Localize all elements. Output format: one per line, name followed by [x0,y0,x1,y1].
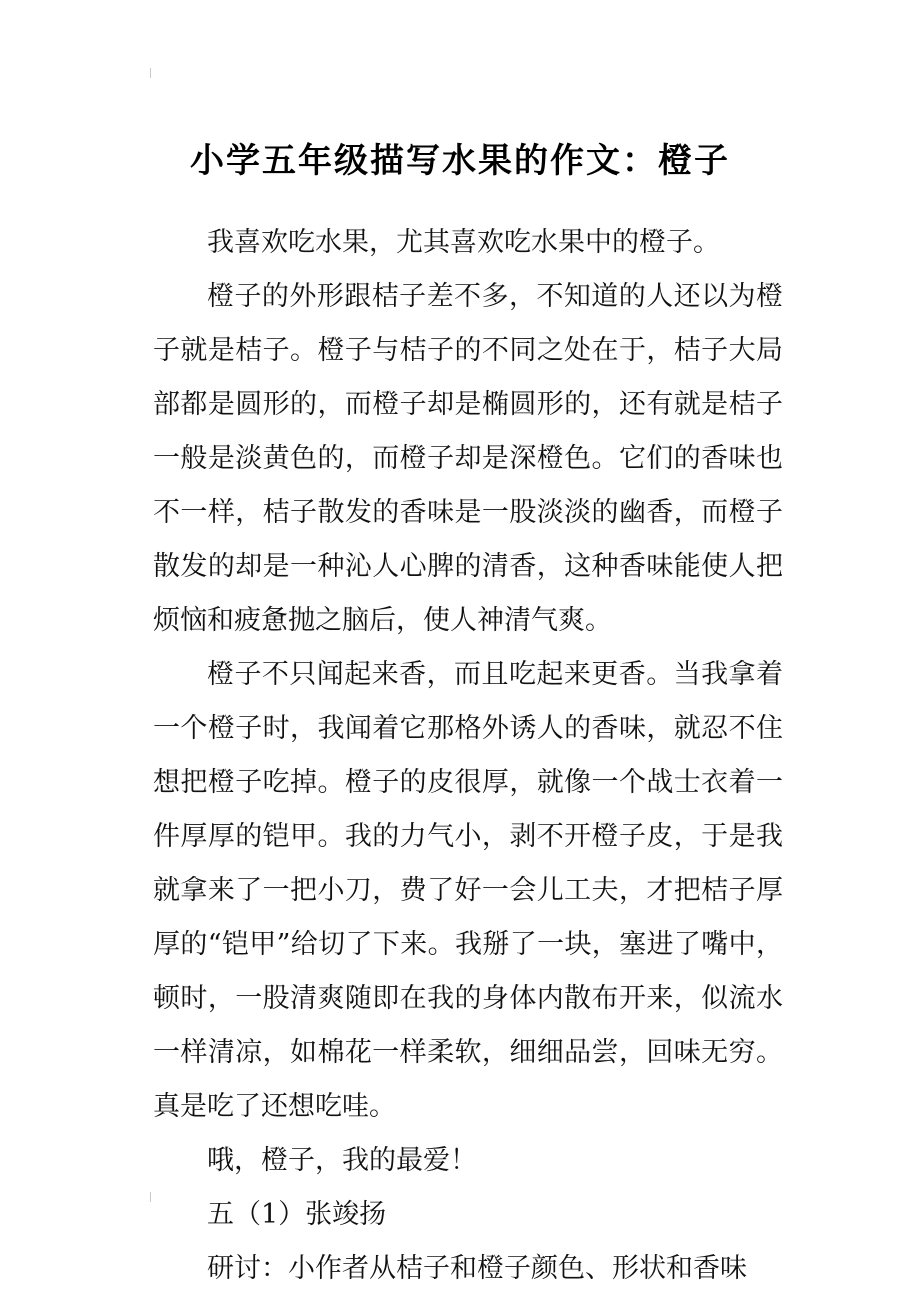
paragraph-intro: 我喜欢吃水果，尤其喜欢吃水果中的橙子。 [207,227,720,258]
corner-mark [150,1192,155,1202]
document-title: 小学五年级描写水果的作文：橙子 [190,140,730,181]
paragraph-conclusion: 哦，橙子，我的最爱！ [207,1145,477,1176]
paragraph-appearance: 橙子的外形跟桔子差不多，不知道的人还以为橙子就是桔子。橙子与桔子的不同之处在于，桔子大局部都是圆形的，而橙子却是椭圆形的，还有就是桔子一般是淡黄色的，而橙子却是深橙色。它们的香味也不一样，桔子散发的香味是一股淡淡的幽香，而橙子散发的却是一种沁人心脾的清香，这种香味能使人把烦恼和疲惫抛之脑后，使人神清气爽。 [153,281,783,636]
paragraph-taste: 橙子不只闻起来香，而且吃起来更香。当我拿着一个橙子时，我闻着它那格外诱人的香味，就忍不住想把橙子吃掉。橙子的皮很厚，就像一个战士衣着一件厚厚的铠甲。我的力气小，剥不开橙子皮，于是我就拿来了一把小刀，费了好一会儿工夫，才把桔子厚厚的“铠甲”给切了下来。我掰了一块，塞进了嘴中，顿时，一股清爽随即在我的身体内散布开来，似流水一样清凉，如棉花一样柔软，细细品尝，回味无穷。真是吃了还想吃哇。 [153,659,783,1122]
commentary-line: 研讨：小作者从桔子和橙子颜色、形状和香味 [207,1253,747,1284]
article-body [153,216,783,1296]
author-line: 五（1）张竣扬 [207,1199,387,1230]
corner-mark [150,68,155,78]
